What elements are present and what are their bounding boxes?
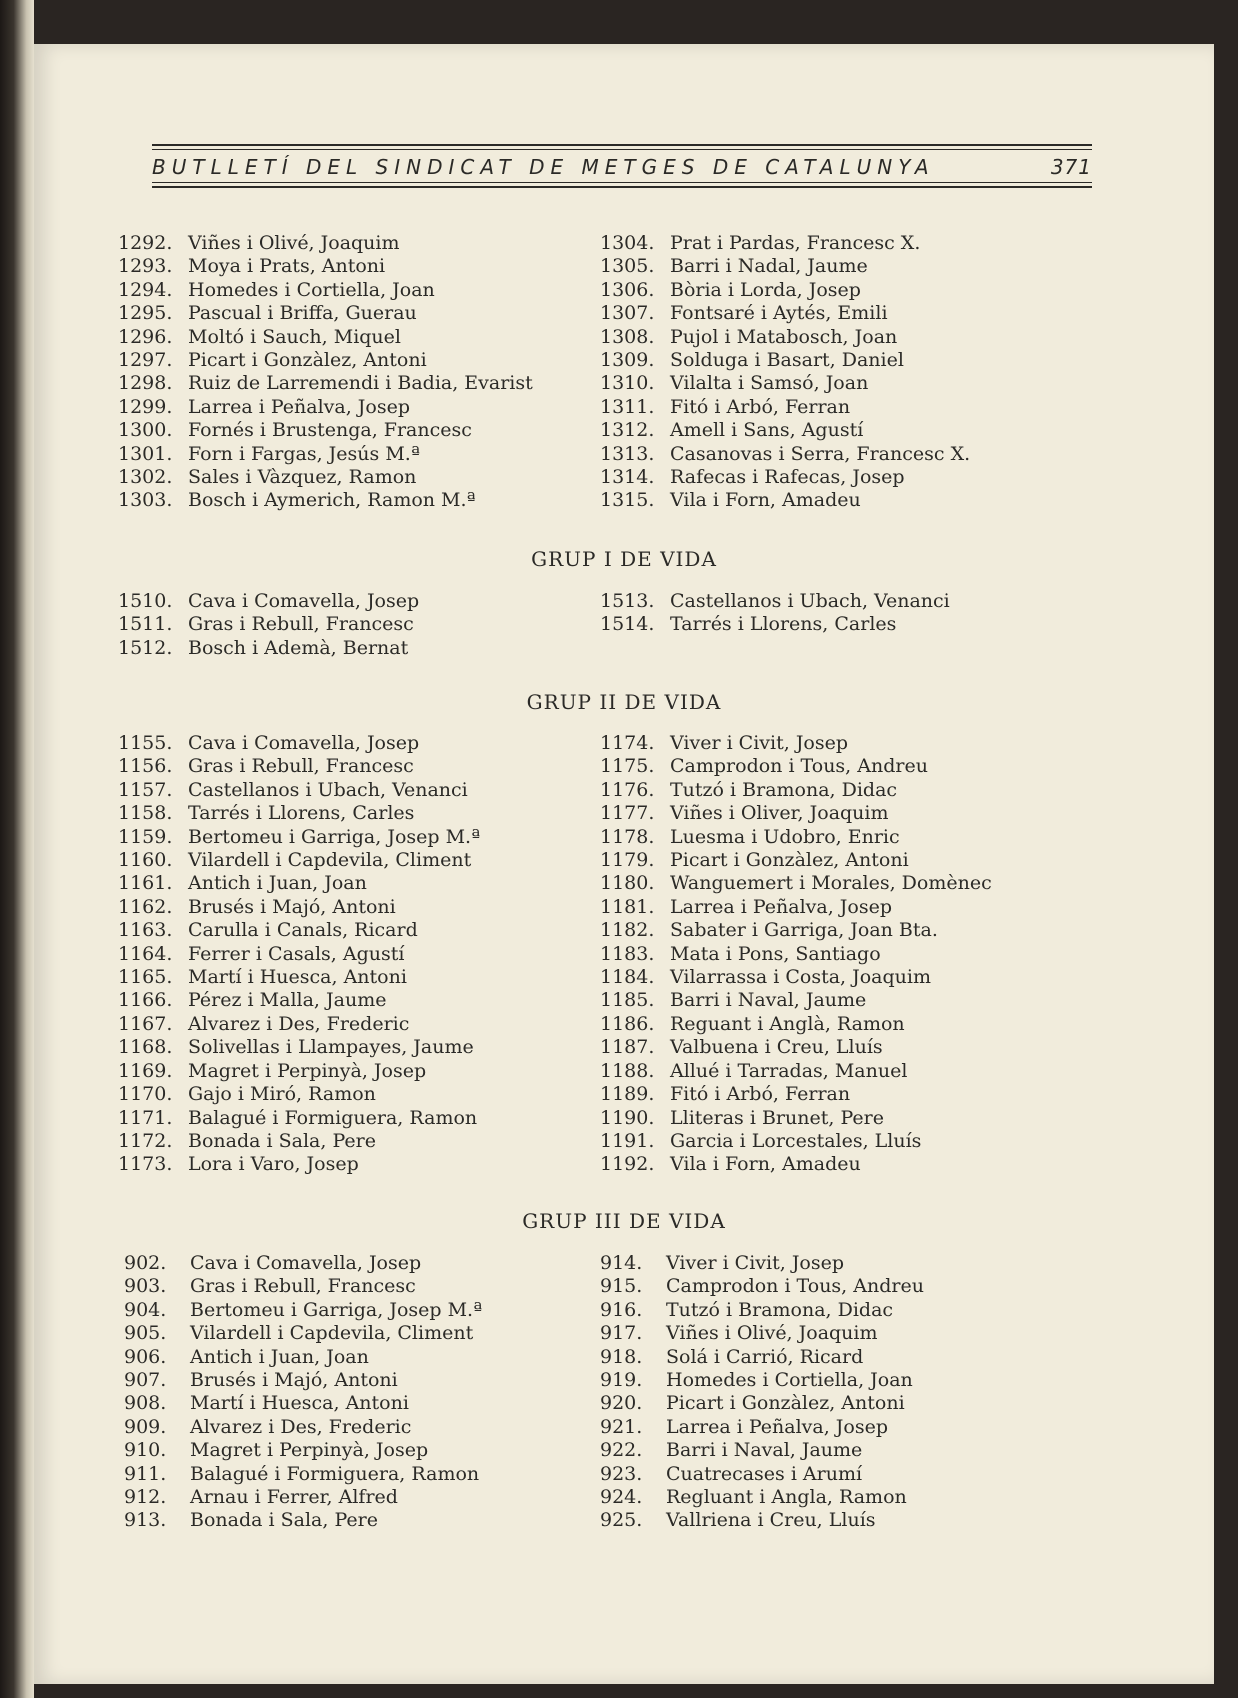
list-item <box>118 326 533 349</box>
entry-number: 907. <box>124 1369 167 1392</box>
header-rule-bottom <box>152 186 1092 188</box>
entry-number: 910. <box>124 1439 167 1462</box>
entry-name: Moya i Prats, Antoni <box>188 255 386 278</box>
entry-number: 903. <box>124 1275 167 1298</box>
list-item <box>600 1275 924 1298</box>
entry-name: Cuatrecases i Arumí <box>666 1462 863 1485</box>
entry-number: 908. <box>124 1392 167 1415</box>
list-item <box>118 637 419 660</box>
entry-name: Bòria i Lorda, Josep <box>670 278 861 301</box>
list-item <box>600 279 970 302</box>
document-page <box>34 44 1214 1684</box>
entry-name: Sabater i Garriga, Joan Bta. <box>670 919 938 942</box>
entry-name: Cava i Comavella, Josep <box>188 590 420 612</box>
list-item <box>118 1036 480 1059</box>
entry-name: Reguant i Anglà, Ramon <box>670 1012 905 1035</box>
list-item <box>600 419 970 442</box>
entry-name: Vilardell i Capdevila, Climent <box>190 1322 474 1345</box>
list-item <box>600 1153 992 1176</box>
entry-number: 1160. <box>118 849 173 872</box>
list-item <box>118 755 480 778</box>
list-item <box>600 1036 992 1059</box>
entry-number: 1191. <box>600 1129 655 1152</box>
list-item <box>600 919 992 942</box>
entry-name: Fitó i Arbó, Ferran <box>670 1083 851 1106</box>
list-item <box>600 1509 924 1532</box>
entry-name: Viñes i Oliver, Joaquim <box>670 802 889 825</box>
entry-number: 925. <box>600 1509 643 1532</box>
entry-number: 1163. <box>118 919 173 942</box>
entry-number: 1304. <box>600 232 655 254</box>
entry-number: 1157. <box>118 778 173 801</box>
entry-name: Larrea i Peñalva, Josep <box>188 395 411 418</box>
entry-name: Antich i Juan, Joan <box>190 1345 369 1368</box>
entry-name: Viver i Civit, Josep <box>666 1252 845 1274</box>
list-column-left <box>118 590 419 660</box>
entry-number: 1514. <box>600 613 655 636</box>
list-item <box>600 1486 924 1509</box>
list-item <box>600 779 992 802</box>
entry-name: Fornés i Brustenga, Francesc <box>188 419 472 442</box>
list-item <box>118 1130 480 1153</box>
entry-number: 1305. <box>600 255 655 278</box>
entry-name: Lora i Varo, Josep <box>188 1153 359 1176</box>
entry-name: Larrea i Peñalva, Josep <box>666 1415 889 1438</box>
entry-number: 1171. <box>118 1106 173 1129</box>
entry-name: Magret i Perpinyà, Josep <box>188 1059 427 1082</box>
list-item <box>118 1060 480 1083</box>
list-item <box>118 255 533 278</box>
entry-number: 921. <box>600 1415 643 1438</box>
entry-number: 1179. <box>600 849 655 872</box>
entry-name: Camprodon i Tous, Andreu <box>670 755 928 778</box>
list-item <box>118 802 480 825</box>
entry-number: 1192. <box>600 1153 655 1176</box>
entry-name: Tarrés i Llorens, Carles <box>188 802 415 825</box>
list-item <box>118 302 533 325</box>
entry-number: 1175. <box>600 755 655 778</box>
entry-name: Barri i Naval, Jaume <box>670 989 867 1012</box>
entry-number: 909. <box>124 1415 167 1438</box>
entry-name: Viñes i Olivé, Joaquim <box>188 232 400 254</box>
list-item <box>600 826 992 849</box>
entry-number: 917. <box>600 1322 643 1345</box>
entry-number: 1162. <box>118 895 173 918</box>
entry-number: 922. <box>600 1439 643 1462</box>
list-item <box>124 1275 482 1298</box>
list-item <box>118 232 533 255</box>
entry-number: 1181. <box>600 895 655 918</box>
entry-number: 914. <box>600 1252 643 1274</box>
entry-number: 1295. <box>118 302 173 325</box>
entry-name: Gras i Rebull, Francesc <box>188 613 414 636</box>
entry-name: Gras i Rebull, Francesc <box>188 755 414 778</box>
list-item <box>124 1252 482 1275</box>
list-item <box>124 1416 482 1439</box>
list-item <box>124 1322 482 1345</box>
entry-number: 1187. <box>600 1036 655 1059</box>
header-rule-top <box>152 144 1092 146</box>
entry-number: 1185. <box>600 989 655 1012</box>
list-column-left <box>118 732 480 1177</box>
entry-name: Castellanos i Ubach, Venanci <box>670 590 950 612</box>
entry-number: 1511. <box>118 613 173 636</box>
entry-number: 923. <box>600 1462 643 1485</box>
list-column-right <box>600 232 970 513</box>
entry-number: 1176. <box>600 778 655 801</box>
header-rule-bottom-thin <box>152 182 1092 183</box>
entry-number: 1174. <box>600 732 655 754</box>
entry-number: 1301. <box>118 442 173 465</box>
list-item <box>600 1252 924 1275</box>
entry-name: Pascual i Briffa, Guerau <box>188 302 417 325</box>
list-item <box>600 849 992 872</box>
list-item <box>118 943 480 966</box>
list-item <box>124 1463 482 1486</box>
list-item <box>600 872 992 895</box>
entry-name: Gajo i Miró, Ramon <box>188 1083 376 1106</box>
entry-name: Luesma i Udobro, Enric <box>670 825 900 848</box>
entry-name: Amell i Sans, Agustí <box>670 419 864 442</box>
entry-number: 905. <box>124 1322 167 1345</box>
entry-number: 1177. <box>600 802 655 825</box>
list-item <box>600 372 970 395</box>
list-item <box>118 1083 480 1106</box>
list-item <box>118 989 480 1012</box>
list-item <box>124 1346 482 1369</box>
entry-number: 1311. <box>600 395 655 418</box>
entry-number: 918. <box>600 1345 643 1368</box>
list-item <box>600 1439 924 1462</box>
list-item <box>124 1439 482 1462</box>
entry-name: Balagué i Formiguera, Ramon <box>188 1106 478 1129</box>
entry-number: 1510. <box>118 590 173 612</box>
list-item <box>118 279 533 302</box>
entry-name: Pérez i Malla, Jaume <box>188 989 387 1012</box>
entry-name: Casanovas i Serra, Francesc X. <box>670 442 971 465</box>
list-item <box>118 872 480 895</box>
list-item <box>118 1153 480 1176</box>
list-item <box>600 1299 924 1322</box>
entry-number: 1310. <box>600 372 655 395</box>
list-item <box>600 232 970 255</box>
entry-name: Viver i Civit, Josep <box>670 732 849 754</box>
entry-number: 1161. <box>118 872 173 895</box>
list-item <box>118 779 480 802</box>
entry-name: Solivellas i Llampayes, Jaume <box>188 1036 474 1059</box>
entry-name: Ruiz de Larremendi i Badia, Evarist <box>188 372 533 395</box>
list-item <box>600 1107 992 1130</box>
entry-name: Lliteras i Brunet, Pere <box>670 1106 884 1129</box>
entry-name: Picart i Gonzàlez, Antoni <box>670 849 909 872</box>
entry-name: Pujol i Matabosch, Joan <box>670 325 898 348</box>
list-column-left <box>124 1252 482 1533</box>
entry-name: Sales i Vàzquez, Ramon <box>188 466 417 489</box>
entry-number: 1182. <box>600 919 655 942</box>
entry-name: Castellanos i Ubach, Venanci <box>188 778 468 801</box>
entry-name: Vila i Forn, Amadeu <box>670 489 861 512</box>
section-title-grup-i: GRUP I DE VIDA <box>531 547 717 571</box>
entry-number: 1513. <box>600 590 655 612</box>
entry-name: Cava i Comavella, Josep <box>190 1252 422 1274</box>
entry-name: Martí i Huesca, Antoni <box>188 966 407 989</box>
entry-name: Bertomeu i Garriga, Josep M.ª <box>188 825 481 848</box>
section-title-grup-ii: GRUP II DE VIDA <box>526 690 722 714</box>
header-rule-top-thin <box>152 149 1092 150</box>
entry-number: 1306. <box>600 278 655 301</box>
list-item <box>600 732 992 755</box>
list-item <box>118 466 533 489</box>
entry-name: Tutzó i Bramona, Didac <box>670 778 898 801</box>
list-item <box>118 590 419 613</box>
entry-name: Vilalta i Samsó, Joan <box>670 372 869 395</box>
list-item <box>118 372 533 395</box>
list-column-left <box>118 232 533 513</box>
entry-number: 915. <box>600 1275 643 1298</box>
list-item <box>118 396 533 419</box>
entry-name: Balagué i Formiguera, Ramon <box>190 1462 480 1485</box>
list-item <box>118 826 480 849</box>
entry-name: Prat i Pardas, Francesc X. <box>670 232 921 254</box>
entry-name: Vallriena i Creu, Lluís <box>666 1509 876 1532</box>
list-item <box>600 1060 992 1083</box>
entry-name: Valbuena i Creu, Lluís <box>670 1036 883 1059</box>
entry-number: 1183. <box>600 942 655 965</box>
entry-number: 1308. <box>600 325 655 348</box>
entry-number: 904. <box>124 1298 167 1321</box>
section-title-grup-iii: GRUP III DE VIDA <box>522 1209 726 1233</box>
entry-name: Tutzó i Bramona, Didac <box>666 1298 894 1321</box>
entry-number: 1165. <box>118 966 173 989</box>
entry-name: Brusés i Majó, Antoni <box>188 895 396 918</box>
entry-name: Brusés i Majó, Antoni <box>190 1369 398 1392</box>
list-item <box>600 1392 924 1415</box>
list-item <box>118 919 480 942</box>
entry-number: 1158. <box>118 802 173 825</box>
list-item <box>118 443 533 466</box>
entry-name: Solduga i Basart, Daniel <box>670 349 904 372</box>
list-item <box>600 466 970 489</box>
entry-name: Cava i Comavella, Josep <box>188 732 420 754</box>
list-column-right <box>600 590 950 637</box>
list-item <box>600 255 970 278</box>
list-item <box>118 732 480 755</box>
entry-number: 1173. <box>118 1153 173 1176</box>
entry-number: 1170. <box>118 1083 173 1106</box>
list-item <box>124 1392 482 1415</box>
entry-number: 1169. <box>118 1059 173 1082</box>
entry-number: 1293. <box>118 255 173 278</box>
list-item <box>600 613 950 636</box>
entry-number: 1164. <box>118 942 173 965</box>
entry-number: 924. <box>600 1486 643 1509</box>
entry-name: Larrea i Peñalva, Josep <box>670 895 893 918</box>
list-item <box>600 896 992 919</box>
entry-number: 913. <box>124 1509 167 1532</box>
entry-name: Bonada i Sala, Pere <box>190 1509 378 1532</box>
entry-number: 906. <box>124 1345 167 1368</box>
list-column-right <box>600 732 992 1177</box>
entry-number: 1309. <box>600 349 655 372</box>
entry-number: 1300. <box>118 419 173 442</box>
entry-name: Gras i Rebull, Francesc <box>190 1275 416 1298</box>
entry-name: Forn i Fargas, Jesús M.ª <box>188 442 420 465</box>
entry-name: Solá i Carrió, Ricard <box>666 1345 864 1368</box>
list-item <box>124 1369 482 1392</box>
list-item <box>600 590 950 613</box>
entry-name: Camprodon i Tous, Andreu <box>666 1275 924 1298</box>
list-item <box>600 349 970 372</box>
journal-title: BUTLLETÍ DEL SINDICAT DE METGES DE CATALUNYA <box>152 155 935 179</box>
entry-number: 1302. <box>118 466 173 489</box>
entry-name: Homedes i Cortiella, Joan <box>666 1369 913 1392</box>
entry-name: Alvarez i Des, Frederic <box>190 1415 412 1438</box>
list-item <box>118 489 533 512</box>
list-item <box>600 1416 924 1439</box>
list-column-right <box>600 1252 924 1533</box>
entry-name: Bonada i Sala, Pere <box>188 1129 376 1152</box>
entry-name: Carulla i Canals, Ricard <box>188 919 418 942</box>
list-item <box>600 1346 924 1369</box>
entry-name: Bosch i Ademà, Bernat <box>188 636 409 659</box>
entry-number: 1159. <box>118 825 173 848</box>
entry-number: 1188. <box>600 1059 655 1082</box>
entry-name: Picart i Gonzàlez, Antoni <box>666 1392 905 1415</box>
entry-name: Vilarrassa i Costa, Joaquim <box>670 966 931 989</box>
entry-number: 902. <box>124 1252 167 1274</box>
entry-name: Martí i Huesca, Antoni <box>190 1392 409 1415</box>
entry-name: Fontsaré i Aytés, Emili <box>670 302 888 325</box>
entry-number: 912. <box>124 1486 167 1509</box>
entry-number: 1512. <box>118 636 173 659</box>
entry-number: 1189. <box>600 1083 655 1106</box>
adjacent-page-edge <box>0 0 34 1698</box>
page-number: 371 <box>1050 155 1092 179</box>
list-item <box>600 1013 992 1036</box>
entry-number: 1178. <box>600 825 655 848</box>
list-item <box>118 613 419 636</box>
list-item <box>600 966 992 989</box>
entry-number: 1313. <box>600 442 655 465</box>
running-header <box>152 144 1092 191</box>
entry-name: Rafecas i Rafecas, Josep <box>670 466 905 489</box>
entry-number: 911. <box>124 1462 167 1485</box>
entry-number: 1180. <box>600 872 655 895</box>
list-item <box>600 326 970 349</box>
list-item <box>118 849 480 872</box>
entry-name: Allué i Tarradas, Manuel <box>670 1059 908 1082</box>
list-item <box>124 1509 482 1532</box>
entry-name: Fitó i Arbó, Ferran <box>670 395 851 418</box>
entry-number: 1292. <box>118 232 173 254</box>
entry-number: 1186. <box>600 1012 655 1035</box>
list-item <box>600 489 970 512</box>
list-item <box>124 1299 482 1322</box>
entry-name: Arnau i Ferrer, Alfred <box>190 1486 398 1509</box>
entry-number: 1314. <box>600 466 655 489</box>
list-item <box>600 396 970 419</box>
entry-number: 1294. <box>118 278 173 301</box>
entry-number: 1299. <box>118 395 173 418</box>
entry-number: 920. <box>600 1392 643 1415</box>
entry-name: Vila i Forn, Amadeu <box>670 1153 861 1176</box>
entry-name: Vilardell i Capdevila, Climent <box>188 849 472 872</box>
entry-number: 1166. <box>118 989 173 1012</box>
entry-number: 1184. <box>600 966 655 989</box>
list-item <box>600 443 970 466</box>
entry-number: 1303. <box>118 489 173 512</box>
entry-name: Garcia i Lorcestales, Lluís <box>670 1129 922 1152</box>
list-item <box>118 419 533 442</box>
entry-number: 1172. <box>118 1129 173 1152</box>
list-item <box>600 989 992 1012</box>
entry-name: Barri i Nadal, Jaume <box>670 255 868 278</box>
entry-number: 1156. <box>118 755 173 778</box>
entry-number: 1297. <box>118 349 173 372</box>
entry-name: Mata i Pons, Santiago <box>670 942 881 965</box>
entry-name: Wanguemert i Morales, Domènec <box>670 872 992 895</box>
list-item <box>118 966 480 989</box>
entry-number: 916. <box>600 1298 643 1321</box>
list-item <box>600 302 970 325</box>
entry-name: Barri i Naval, Jaume <box>666 1439 863 1462</box>
list-item <box>600 1083 992 1106</box>
entry-name: Tarrés i Llorens, Carles <box>670 613 897 636</box>
list-item <box>118 1107 480 1130</box>
list-item <box>600 1463 924 1486</box>
list-item <box>600 1322 924 1345</box>
entry-name: Magret i Perpinyà, Josep <box>190 1439 429 1462</box>
list-item <box>600 755 992 778</box>
entry-number: 1168. <box>118 1036 173 1059</box>
entry-number: 1315. <box>600 489 655 512</box>
entry-name: Alvarez i Des, Frederic <box>188 1012 410 1035</box>
entry-name: Moltó i Sauch, Miquel <box>188 325 401 348</box>
entry-name: Ferrer i Casals, Agustí <box>188 942 405 965</box>
list-item <box>600 802 992 825</box>
entry-number: 1190. <box>600 1106 655 1129</box>
entry-name: Bertomeu i Garriga, Josep M.ª <box>190 1298 483 1321</box>
list-item <box>118 349 533 372</box>
list-item <box>118 1013 480 1036</box>
entry-name: Antich i Juan, Joan <box>188 872 367 895</box>
entry-number: 919. <box>600 1369 643 1392</box>
entry-number: 1298. <box>118 372 173 395</box>
entry-name: Viñes i Olivé, Joaquim <box>666 1322 878 1345</box>
entry-number: 1307. <box>600 302 655 325</box>
entry-name: Picart i Gonzàlez, Antoni <box>188 349 427 372</box>
entry-number: 1155. <box>118 732 173 754</box>
entry-name: Bosch i Aymerich, Ramon M.ª <box>188 489 476 512</box>
list-item <box>118 896 480 919</box>
entry-number: 1167. <box>118 1012 173 1035</box>
entry-name: Regluant i Angla, Ramon <box>666 1486 907 1509</box>
entry-name: Homedes i Cortiella, Joan <box>188 278 435 301</box>
list-item <box>124 1486 482 1509</box>
entry-number: 1312. <box>600 419 655 442</box>
list-item <box>600 1369 924 1392</box>
entry-number: 1296. <box>118 325 173 348</box>
list-item <box>600 943 992 966</box>
list-item <box>600 1130 992 1153</box>
